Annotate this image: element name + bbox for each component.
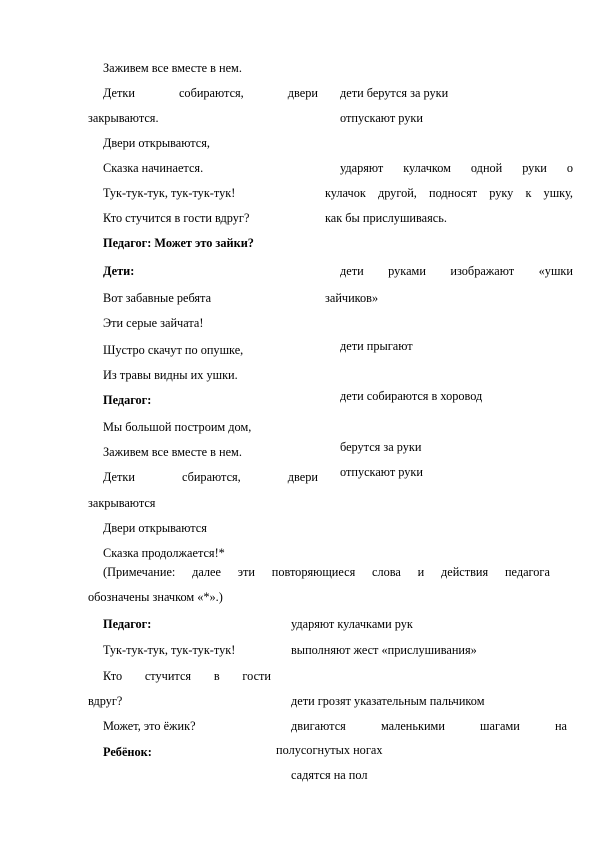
word: Детки <box>103 470 135 484</box>
stage-direction: дети берутся за руки <box>340 86 449 100</box>
word: кулачком <box>403 161 451 175</box>
word: руку <box>489 186 514 200</box>
verse-line: закрываются <box>88 496 156 510</box>
word: гости <box>242 669 271 683</box>
verse-line: Заживем все вместе в нем. <box>103 445 242 459</box>
word: двери <box>287 470 318 484</box>
verse-line: Из травы видны их ушки. <box>103 368 238 382</box>
speaker-label: Педагог: <box>103 393 152 407</box>
stage-direction: отпускают руки <box>340 465 423 479</box>
verse-line: Тук-тук-тук, тук-тук-тук! <box>103 186 236 200</box>
verse-line-justified <box>103 86 318 100</box>
word: педагога <box>504 565 550 579</box>
word: и <box>417 565 425 579</box>
word: одной <box>470 161 503 175</box>
stage-direction: берутся за руки <box>340 440 422 454</box>
verse-line: Заживем все вместе в нем. <box>103 61 242 75</box>
verse-line: Двери открываются <box>103 521 207 535</box>
word: стучится <box>144 669 192 683</box>
word: кулачок <box>325 186 366 200</box>
word: подносят <box>428 186 478 200</box>
speaker-line: Педагог: Может это зайки? <box>103 236 254 250</box>
stage-direction: садятся на пол <box>291 768 368 782</box>
speaker-label: Педагог: <box>103 617 152 631</box>
word: действия <box>441 565 489 579</box>
word: в <box>213 669 220 683</box>
stage-direction-justified <box>325 186 573 200</box>
verse-line: Эти серые зайчата! <box>103 316 204 330</box>
verse-line: Вот забавные ребята <box>103 291 212 305</box>
speaker-label: Дети: <box>103 264 135 278</box>
word: ударяют <box>340 161 384 175</box>
word: (Примечание: <box>103 565 176 579</box>
stage-direction: отпускают руки <box>340 111 423 125</box>
stage-direction: дети собираются в хоровод <box>340 389 483 403</box>
word: ушку, <box>543 186 573 200</box>
stage-direction-justified <box>340 161 573 175</box>
verse-line: Может, это ёжик? <box>103 719 196 733</box>
stage-direction: ударяют кулачками рук <box>291 617 413 631</box>
verse-line: Двери открываются, <box>103 136 210 150</box>
speaker-label: Ребёнок: <box>103 745 152 759</box>
word: другой, <box>377 186 417 200</box>
note-line-justified <box>103 565 550 579</box>
word: двери <box>287 86 318 100</box>
word: далее <box>192 565 221 579</box>
stage-direction: дети прыгают <box>340 339 413 353</box>
verse-line: Сказка начинается. <box>103 161 204 175</box>
word: сбираются, <box>181 470 241 484</box>
word: собираются, <box>178 86 244 100</box>
word: изображают <box>450 264 515 278</box>
stage-direction: выполняют жест «прислушивания» <box>291 643 477 657</box>
word: руки <box>522 161 547 175</box>
word: Детки <box>103 86 135 100</box>
stage-direction: дети грозят указательным пальчиком <box>291 694 485 708</box>
word: о <box>566 161 573 175</box>
verse-line: закрываются. <box>88 111 159 125</box>
word: на <box>554 719 567 733</box>
verse-line: Шустро скачут по опушке, <box>103 343 244 357</box>
verse-line: Мы большой построим дом, <box>103 420 252 434</box>
stage-direction-justified <box>340 264 573 278</box>
verse-line-justified <box>103 470 318 484</box>
word: повторяющиеся <box>271 565 356 579</box>
word: «ушки <box>538 264 573 278</box>
note-line: обозначены значком «*».) <box>88 590 223 604</box>
word: шагами <box>480 719 520 733</box>
word: к <box>525 186 532 200</box>
stage-direction: полусогнутых ногах <box>276 743 383 757</box>
word: маленькими <box>380 719 445 733</box>
verse-line: Тук-тук-тук, тук-тук-тук! <box>103 643 236 657</box>
word: эти <box>237 565 255 579</box>
verse-line: вдруг? <box>88 694 123 708</box>
verse-line: Сказка продолжается!* <box>103 546 225 560</box>
word: руками <box>388 264 426 278</box>
verse-line: Кто стучится в гости вдруг? <box>103 211 250 225</box>
word: двигаются <box>291 719 346 733</box>
verse-line-justified <box>103 669 271 683</box>
stage-direction: как бы прислушиваясь. <box>325 211 447 225</box>
word: слова <box>372 565 401 579</box>
word: дети <box>340 264 364 278</box>
stage-direction-justified <box>291 719 567 733</box>
stage-direction: зайчиков» <box>325 291 379 305</box>
word: Кто <box>103 669 123 683</box>
